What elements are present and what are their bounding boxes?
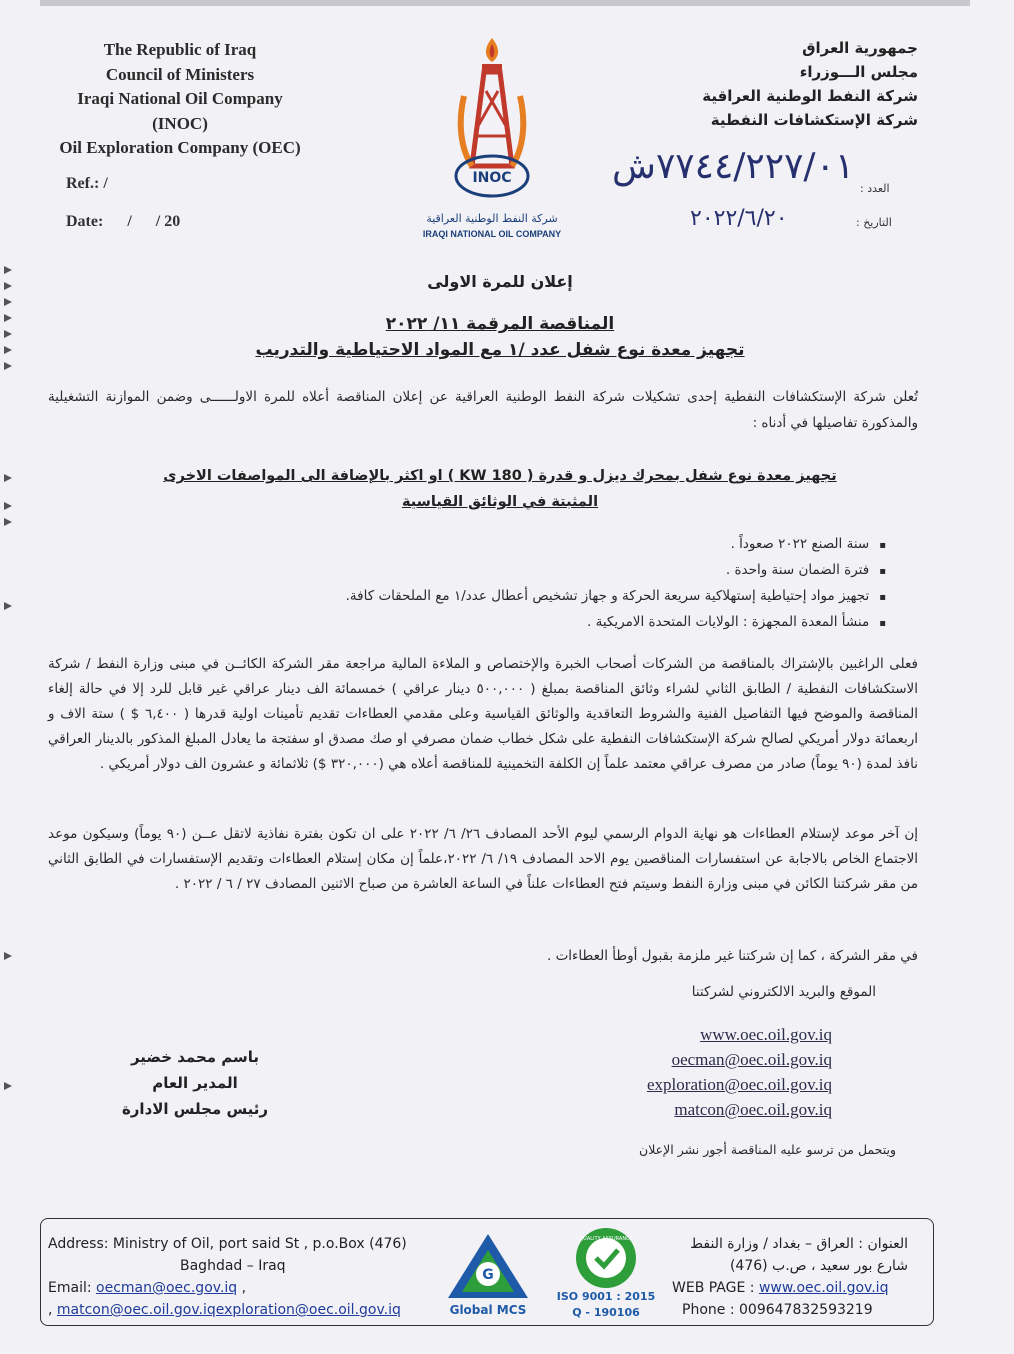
logo-arabic-name: شركة النفط الوطنية العراقية (426, 212, 558, 225)
header-en-line: (INOC) (152, 113, 208, 133)
footer-phone-line (672, 1299, 908, 1321)
email-link[interactable]: exploration@oec.oil.gov.iq (647, 1075, 832, 1094)
quality-ring-text: QUALITY ASSURANCE (579, 1236, 633, 1242)
deadline-paragraph: إن آخر موعد لإستلام العطاءات هو نهاية الدوام الرسمي ليوم الأحد المصادف ٢٦/ ٦/ ٢٠٢٢ على ان تكون بفترة نفاذية لاتقل عــن (٩٠ يوماً) وسيكون موعد الاجتماع الخاص بالاجابة عن استفسارات المناقصين يوم الاحد المصادف ١٩/ ٦/ ٢٠٢٢،علماً إن مكان إستلام العطاءات وتقديم الإستفسارات في الطابق الثاني من مقر شركتنا الكائن في مبنى وزارة النفط وسيتم فتح العطاءات علناً في الساعة العاشرة من صباح الاثنين المصادف ٢٧ / ٦ / ٢٠٢٢ . (48, 826, 919, 892)
tender-title: تجهيز معدة نوع شفل عدد /١ مع المواد الاحتياطية والتدريب (255, 340, 745, 360)
svg-text:G: G (482, 1267, 494, 1283)
footer-email-link[interactable]: oecman@oec.gov.iq (96, 1280, 238, 1296)
logo-ring-text: INOC (472, 170, 512, 186)
header-ar-line: مجلس الـــوزراء (799, 63, 918, 81)
header-en (30, 38, 330, 161)
iso-badge (554, 1226, 658, 1322)
footer-address-ar (672, 1233, 908, 1321)
intro-paragraph: تُعلن شركة الإستكشافات النفطية إحدى تشكيلات شركة النفط الوطنية العراقية عن إعلان المناقصة أعلاه للمرة الاولــــــى وضمن الموازنة التشغيلية والمذكورة تفاصيلها في أدناه : (48, 389, 918, 431)
spec-line-2: المثبتة في الوثائق القياسية (401, 494, 599, 510)
header-en-line: The Republic of Iraq (103, 40, 257, 59)
announcement-heading: إعلان للمرة الاولى (427, 272, 573, 291)
bullet-item: ▪ تجهيز مواد إحتياطية إستهلاكية سريعة الحركة و جهاز تشخيص أعطال عدد/١ مع الملحقات كافة. (186, 588, 886, 604)
bullet-item: ▪ منشأ المعدة المجهزة : الولايات المتحدة الامريكية . (186, 614, 886, 630)
website-label: الموقع والبريد الالكتروني لشركتنا (691, 984, 876, 1000)
bullet-item: ▪ سنة الصنع ٢٠٢٢ صعوداً . (186, 536, 886, 552)
email-link[interactable]: oecman@oec.oil.gov.iq (671, 1050, 832, 1069)
signatory-role: رئيس مجلس الادارة (121, 1100, 269, 1118)
global-mcs-logo (440, 1228, 536, 1318)
gmcs-label: Global MCS (449, 1303, 527, 1317)
date-label: Date: / / 20 (66, 213, 181, 230)
email-link[interactable]: matcon@oec.oil.gov.iq (674, 1100, 832, 1119)
separator: , (237, 1280, 247, 1296)
header-en-line: Iraqi National Oil Company (77, 89, 283, 108)
iso-label: ISO 9001 : 2015 (556, 1290, 656, 1303)
header-en-line: Oil Exploration Company (OEC) (59, 138, 301, 157)
scan-edge (40, 0, 970, 6)
footer-address-en (48, 1233, 428, 1321)
number-label: العدد : (860, 182, 890, 195)
phone-number: 009647832593219 (739, 1302, 873, 1318)
web-label: WEB PAGE : (672, 1280, 755, 1296)
participation-paragraph: فعلى الراغبين بالإشتراك بالمناقصة من الشركات أصحاب الخبرة والإختصاص و الملاءة المالية مراجعة مقر الشركة الكائــن في مبنى وزارة النفط / شركة الاستكشافات النفطية / الطابق الثاني لشراء وثائق المناقصة بمبلغ ( ٥٠٠,٠٠٠ دينار عراقي ) خمسمائة الف دينار عراقي غير قابل للرد إلا في حالة إلغاء المناقصة والموضح فيها التفاصيل الفنية والشروط التعاقدية والوثائق القياسية وعلى مقدمي العطاءات تقديم تأمينات اولية قدرها ( ٦,٤٠٠ $ ) ستة الاف و اربعمائة دولار أمريكي لصالح شركة الإستكشافات النفطية على شكل خطاب ضمان مصرفي او صك مصدق او سفتجة ما يعادل المبلغ المذكور بالدينار العراقي نافذ لمدة (٩٠ يوماً) صادر من مصرف عراقي معتمد علماً إن الكلفة التخمينية للمناقصة أعلاه هي (٣٢٠,٠٠٠ $) ثلاثمائة و عشرون الف دولار أمريكي . (48, 656, 919, 772)
tender-number: المناقصة المرقمة ١١/ ٢٠٢٢ (385, 314, 615, 334)
email-label: Email: (48, 1280, 92, 1296)
footer-web-link[interactable]: www.oec.oil.gov.iq (758, 1280, 889, 1296)
header-ar (658, 36, 918, 132)
date-ar-label: التاريخ : (856, 216, 892, 229)
header-ar-line: شركة النفط الوطنية العراقية (702, 87, 918, 105)
handwritten-number: ٧٧٤٤/٢٢٧/٠١ش (612, 146, 855, 187)
closing-paragraph: في مقر الشركة ، كما إن شركتنا غير ملزمة بقبول أوطأ العطاءات . (547, 948, 918, 964)
bullet-item: ▪ فترة الضمان سنة واحدة . (186, 562, 886, 578)
q-number: Q - 190106 (572, 1306, 640, 1319)
spec-line-1: تجهيز معدة نوع شفل بمحرك ديزل و قدرة ( 180 KW ) او اكثر بالإضافة الى المواصفات الاخرى (163, 468, 837, 484)
logo-english-name: IRAQI NATIONAL OIL COMPANY (422, 229, 562, 239)
ref-label: Ref.: / (66, 175, 108, 192)
phone-label: Phone : (682, 1302, 735, 1318)
header-ar-line: جمهورية العراق (802, 39, 918, 57)
footer-email-line (48, 1277, 428, 1299)
signatory-name: باسم محمد خضير (130, 1048, 260, 1066)
footer-web-line (672, 1277, 908, 1299)
footer-address-line: Address: Ministry of Oil, port said St , p.o.Box (476) (48, 1236, 407, 1252)
footer-emails-line: , matcon@oec.oil.gov.iqexploration@oec.oil.gov.iq (48, 1302, 401, 1318)
header-en-line: Council of Ministers (105, 64, 255, 84)
header-ar-line: شركة الإستكشافات النفطية (710, 111, 918, 129)
footer-city: Baghdad – Iraq (180, 1258, 286, 1274)
contact-links (612, 1022, 832, 1122)
website-link[interactable]: www.oec.oil.gov.iq (700, 1025, 832, 1044)
fees-note: ويتحمل من ترسو عليه المناقصة أجور نشر الإعلان (639, 1142, 896, 1157)
footer-ar-line: شارع بور سعيد ، ص.ب (476) (729, 1258, 908, 1274)
footer-ar-line: العنوان : العراق – بغداد / وزارة النفط (690, 1236, 908, 1252)
signature-block (110, 1044, 280, 1122)
footer-emails-link[interactable]: matcon@oec.oil.gov.iqexploration@oec.oil.gov.iq (56, 1302, 401, 1318)
handwritten-date: ٢٠٢٢/٦/٢٠ (690, 206, 788, 231)
margin-marks (2, 264, 14, 1104)
signatory-title: المدير العام (152, 1074, 238, 1092)
